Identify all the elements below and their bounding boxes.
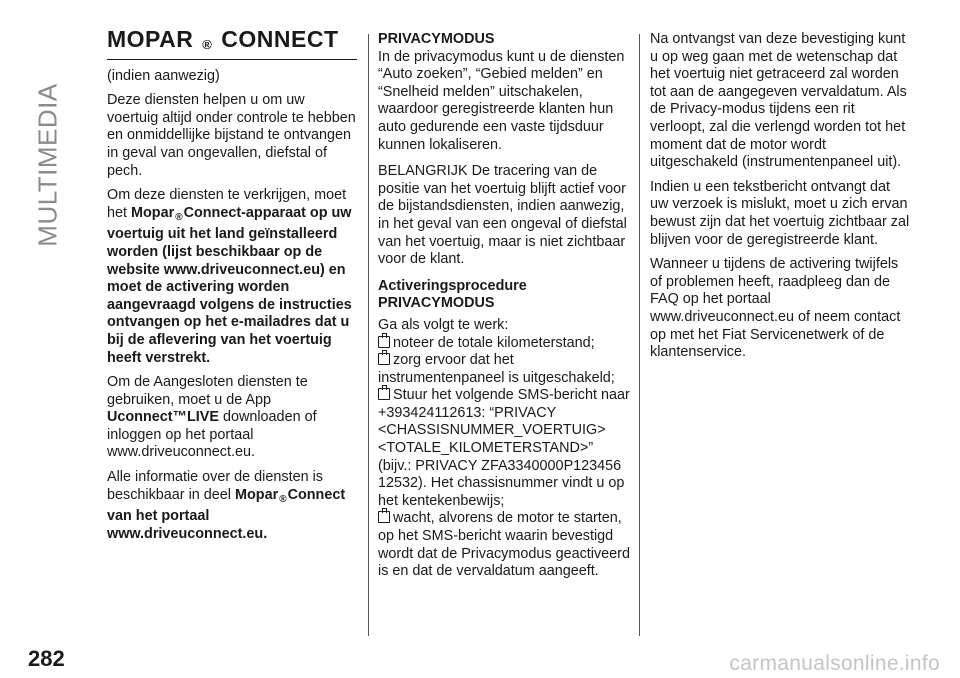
column-1 [107, 26, 357, 550]
availability-note: (indien aanwezig) [107, 67, 220, 84]
page-number: 282 [28, 646, 65, 671]
activation-heading: Activeringsprocedure PRIVACYMODUS [378, 277, 527, 312]
step-item [378, 335, 630, 353]
bullet-icon [378, 336, 390, 348]
step-item [378, 510, 630, 580]
registered-mark: ® [202, 37, 213, 52]
privacy-paragraph: In de privacymodus kunt u de diensten “Auto zoeken”, “Gebied melden” en “Snelheid melden” uitschakelen, waardoor geregistreerde klanten hun auto gedurende een vaste tijdsduur kunnen lokaliseren. [378, 48, 625, 153]
bullet-icon [378, 511, 390, 523]
app-paragraph [107, 374, 357, 462]
privacy-heading: PRIVACYMODUS [378, 31, 495, 47]
install-mark: ® [175, 211, 183, 223]
step-item [378, 387, 630, 510]
bullet-icon [378, 388, 390, 400]
step-item [378, 352, 630, 387]
column-2 [378, 31, 630, 581]
step-text: zorg ervoor dat het instrumentenpaneel is uitgeschakeld; [378, 352, 615, 386]
info-mark: ® [279, 493, 287, 505]
app-text: Om de Aangesloten diensten te gebruiken, moet u de App [107, 374, 308, 408]
install-brand: Mopar [131, 204, 175, 221]
watermark: carmanualsonline.info [729, 652, 940, 675]
intro-paragraph: Deze diensten helpen u om uw voertuig altijd onder controle te hebben en onmiddellijke bijstand te ontvangen in geval van ongevallen, diefstal of pech. [107, 92, 356, 179]
bullet-icon [378, 353, 390, 365]
section-title [107, 26, 357, 60]
step-text: noteer de totale kilometerstand; [393, 334, 595, 351]
column-divider-2 [639, 34, 640, 636]
title-product: CONNECT [221, 26, 339, 52]
install-paragraph [107, 187, 357, 367]
app-text-2: downloaden of inloggen op het portaal www.driveuconnect.eu. [107, 409, 317, 461]
info-brand: Mopar [235, 486, 279, 503]
step-text: Stuur het volgende SMS-bericht naar +393424112613: “PRIVACY <CHASSISNUMMER_VOERTUIG> <TOTALE_KILOMETERSTAND>” (bijv.: PRIVACY ZFA3340000P123456 12532). Het chassisnummer vindt u op het kentekenbewijs; [378, 387, 630, 509]
column-3 [650, 31, 912, 369]
install-bold-text: Connect-apparaat op uw voertuig uit het land geïnstalleerd worden (lijst beschikbaar op de website www.driveuconnect.eu) en moet de activering worden aangevraagd volgens de instructies ontvangen op het e-mailadres dat u bij de aflevering van het voertuig heeft verstrekt. [107, 204, 352, 366]
section-side-label: MULTIMEDIA [32, 83, 63, 247]
step-text: wacht, alvorens de motor te starten, op het SMS-bericht waarin bevestigd wordt dat de Privacymodus geactiveerd is en dat de vervaldatum aangeeft. [378, 510, 630, 580]
install-text: Om deze diensten te verkrijgen, moet het [107, 187, 347, 221]
confirmation-paragraph: Na ontvangst van deze bevestiging kunt u op weg gaan met de wetenschap dat het voertuig niet getraceerd zal worden tot aan de aangegeven vervaldatum. Als de Privacy-modus tijdens een rit verloopt, zal die verlengd worden tot het moment dat de motor wordt uitgeschakeld (instrumentenpaneel uit). [650, 31, 907, 171]
steps-intro: Ga als volgt te werk: [378, 316, 509, 333]
important-paragraph: BELANGRIJK De tracering van de positie van het voertuig blijft actief voor de bijstandsdiensten, indien aanwezig, in het geval van een ongeval of diefstal van het voertuig, maar is niet zichtbaar voor de klant. [378, 163, 627, 268]
info-text: Alle informatie over de diensten is beschikbaar in deel [107, 469, 323, 503]
failure-paragraph: Indien u een tekstbericht ontvangt dat uw verzoek is mislukt, moet u zich ervan bewust zijn dat het voertuig zichtbaar zal blijven voor de geregistreerde klant. [650, 178, 910, 248]
info-bold-text: Connect van het portaal www.driveuconnect.eu. [107, 486, 346, 542]
title-brand: MOPAR [107, 26, 194, 52]
app-name: Uconnect™LIVE [107, 409, 219, 426]
column-divider-1 [368, 34, 369, 636]
info-paragraph [107, 469, 357, 543]
support-paragraph: Wanneer u tijdens de activering twijfels of problemen heeft, raadpleeg dan de FAQ op het portaal www.driveuconnect.eu of neem contact op met het Fiat Servicenetwerk of de klantenservice. [650, 256, 901, 361]
